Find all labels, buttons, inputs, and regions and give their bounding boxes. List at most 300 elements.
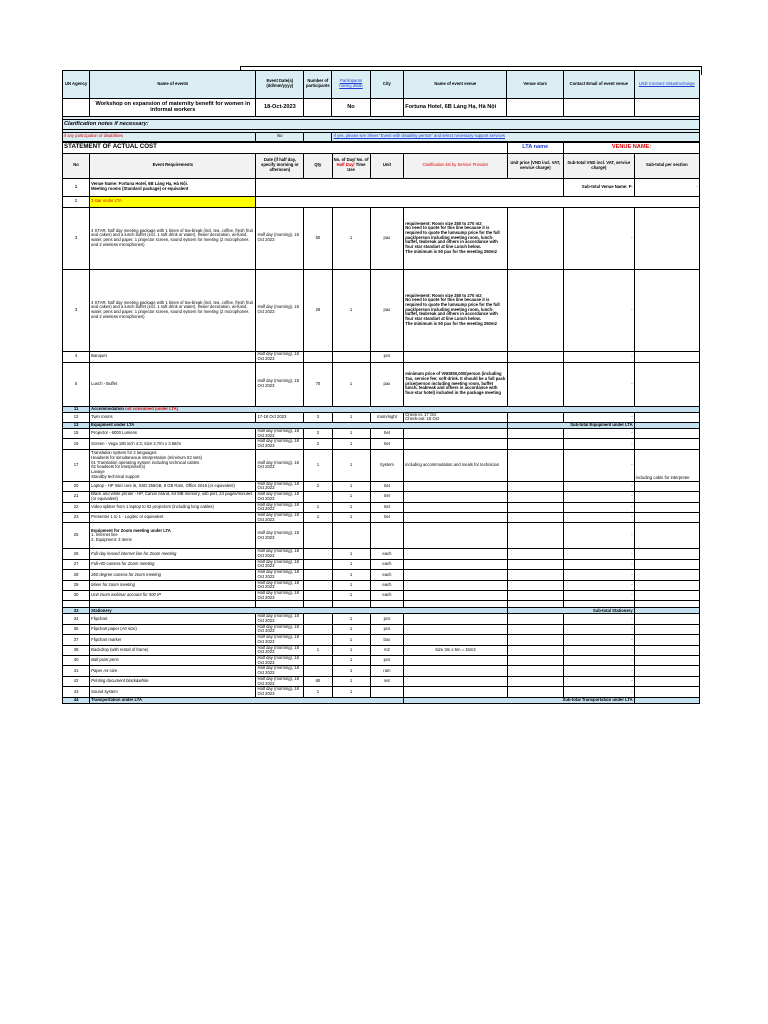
table-cell[interactable]: pcs bbox=[370, 624, 404, 634]
table-cell bbox=[404, 502, 507, 512]
table-cell bbox=[304, 590, 332, 600]
table-cell[interactable]: Set bbox=[370, 439, 404, 449]
table-cell: 3 star under LTA bbox=[90, 196, 256, 207]
table-cell bbox=[634, 624, 699, 634]
table-cell[interactable]: 1 bbox=[304, 502, 332, 512]
col-venue: Name of event venue bbox=[404, 70, 507, 98]
table-cell: - bbox=[564, 590, 635, 600]
table-cell bbox=[507, 412, 564, 422]
table-cell: - bbox=[564, 580, 635, 590]
table-cell[interactable]: Laptop - HP Intel core i5, SSD 256GB, 8 GB Ram, Office 2016 (or equivalent) bbox=[90, 481, 256, 491]
table-cell[interactable]: 1 bbox=[332, 439, 370, 449]
table-cell bbox=[634, 207, 699, 269]
table-cell[interactable]: each bbox=[370, 559, 404, 569]
table-cell bbox=[304, 492, 332, 502]
table-cell bbox=[404, 559, 507, 569]
table-cell[interactable]: 4 STAR: half day meeting package with 1 times of tea-break (incl. tea, coffee, fresh fruit and cakes) and a lunch buffet (incl. 1 soft drink or water), flower decoration, wi-fiand, water, pens and paper, 1 projector screen, sound system for meeting (2 microphones and 2 wireless microphones) bbox=[90, 269, 256, 351]
cell-stars[interactable] bbox=[507, 98, 564, 116]
table-cell[interactable]: 17-18 Oct 2023 bbox=[256, 412, 304, 422]
cell-event-name[interactable]: Workshop on expansion of maternity benefit for women in informal workers bbox=[90, 98, 256, 116]
table-cell[interactable]: requirement: Room size 250 to 270 m2 No need to quote for this line because it is required to quote the lumsump price for the full pack/person including meeting room, lunch-buffet, teabreak and others in accordance with four star standart at line Lunch below. The minimum is 50 pax for the meeting 250m2 bbox=[404, 207, 507, 269]
table-cell[interactable]: Projector - 6000 Lumens bbox=[90, 428, 256, 438]
table-cell: - bbox=[564, 635, 635, 645]
table-cell bbox=[634, 559, 699, 569]
table-row bbox=[63, 570, 700, 580]
table-cell bbox=[404, 439, 507, 449]
table-cell bbox=[507, 481, 564, 491]
table-cell bbox=[332, 523, 370, 549]
table-cell: - bbox=[564, 412, 635, 422]
cell-city[interactable] bbox=[370, 98, 404, 116]
table-cell: - bbox=[564, 439, 635, 449]
table-cell[interactable]: Check-in: 17 Oct Check-out: 18 Oct bbox=[404, 412, 507, 422]
table-cell[interactable]: 1 bbox=[304, 512, 332, 522]
table-row bbox=[63, 207, 700, 269]
table-cell: - bbox=[564, 666, 635, 676]
table-cell[interactable]: Half day (morning), 18 Oct 2023 bbox=[256, 207, 304, 269]
table-cell bbox=[634, 590, 699, 600]
table-cell bbox=[634, 269, 699, 351]
table-cell[interactable]: 1 bbox=[332, 559, 370, 569]
table-cell: 37 bbox=[63, 635, 90, 645]
table-cell[interactable]: Half day (morning), 18 Oct 2023 bbox=[256, 624, 304, 634]
table-cell[interactable]: Mixer for zoom meeting bbox=[90, 580, 256, 590]
col-contact-email: Contact Email of event venue bbox=[563, 70, 634, 98]
table-cell[interactable]: Set bbox=[370, 502, 404, 512]
table-cell[interactable]: room/night bbox=[370, 412, 404, 422]
table-cell[interactable]: Half day (morning), 18 Oct 2023 bbox=[256, 449, 304, 481]
table-cell: 2 bbox=[63, 196, 90, 207]
table-cell bbox=[634, 351, 699, 362]
table-cell bbox=[256, 178, 564, 196]
table-cell bbox=[507, 502, 564, 512]
table-cell[interactable]: Ball point pens bbox=[90, 656, 256, 666]
table-cell[interactable]: 1 bbox=[332, 687, 370, 697]
table-cell[interactable]: 60 bbox=[304, 676, 332, 686]
table-cell bbox=[507, 549, 564, 559]
table-cell: Sub-total Transportation under LTA bbox=[404, 697, 634, 703]
table-cell[interactable]: 1 bbox=[332, 449, 370, 481]
table-cell bbox=[634, 523, 699, 549]
table-cell: - bbox=[564, 449, 635, 481]
table-cell[interactable]: Half day (morning), 18 Oct 2023 bbox=[256, 512, 304, 522]
table-cell[interactable]: 1 bbox=[332, 590, 370, 600]
table-cell bbox=[370, 687, 404, 697]
table-cell[interactable]: Half day (morning), 18 Oct 2023 bbox=[256, 614, 304, 624]
table-cell[interactable]: pax bbox=[370, 362, 404, 406]
th-days: No. of Day/ No. of Half Day/ Time Use bbox=[332, 153, 370, 178]
table-cell[interactable]: Half day (morning), 18 Oct 2023 bbox=[256, 362, 304, 406]
table-cell[interactable]: each bbox=[370, 580, 404, 590]
table-cell bbox=[507, 666, 564, 676]
table-cell bbox=[634, 666, 699, 676]
table-cell[interactable]: Video splitter from 1 laptop to 02 projectors (including long cables) bbox=[90, 502, 256, 512]
table-cell[interactable]: Flipchart bbox=[90, 614, 256, 624]
cell-venue[interactable]: Fortuna Hotel, 6B Láng Hạ, Hà Nội bbox=[404, 98, 507, 116]
table-cell[interactable]: Flipchart paper (A0 size) bbox=[90, 624, 256, 634]
cell-disab[interactable]: No bbox=[332, 98, 370, 116]
table-cell: Accommodation not consumed (under LTA) bbox=[90, 406, 700, 412]
table-cell[interactable]: Banquet bbox=[90, 351, 256, 362]
table-cell[interactable]: Half day (morning), 18 Oct 2023 bbox=[256, 635, 304, 645]
table-cell bbox=[507, 523, 564, 549]
table-cell[interactable]: Half day (morning), 18 Oct 2023 bbox=[256, 428, 304, 438]
table-cell[interactable]: Half day (morning), 18 Oct 2023 bbox=[256, 580, 304, 590]
table-cell[interactable]: requirement: Room size 250 to 270 m2 No need to quote for this line because it is required to quote the lumsump price for the full pack/person including meeting room, lunch-buffet, teabreak and others in accordance with four star standart at line Lunch below. The minimum is 50 pax for the meeting 250m2 bbox=[404, 269, 507, 351]
table-cell: 25 bbox=[63, 523, 90, 549]
table-cell: - bbox=[564, 645, 635, 655]
disab-value[interactable]: No bbox=[256, 132, 304, 141]
table-cell: - bbox=[564, 687, 635, 697]
table-cell[interactable]: Half day (morning), 18 Oct 2023 bbox=[256, 481, 304, 491]
table-cell: - bbox=[564, 351, 635, 362]
table-cell: 13 bbox=[63, 422, 90, 428]
table-cell bbox=[634, 412, 699, 422]
table-cell bbox=[564, 601, 635, 608]
table-cell[interactable]: 26 bbox=[304, 269, 332, 351]
table-cell[interactable]: Set bbox=[370, 512, 404, 522]
table-row bbox=[63, 178, 700, 196]
event-header-table bbox=[62, 66, 700, 142]
table-cell[interactable]: Paper A4 size bbox=[90, 666, 256, 676]
table-cell bbox=[634, 645, 699, 655]
th-unit: Unit bbox=[370, 153, 404, 178]
table-cell bbox=[634, 656, 699, 666]
table-cell: 5 bbox=[63, 362, 90, 406]
th-no: No bbox=[63, 153, 90, 178]
table-cell bbox=[634, 601, 699, 608]
table-cell[interactable]: Half day (morning), 18 Oct 2023 bbox=[256, 645, 304, 655]
table-cell[interactable]: 1 bbox=[304, 645, 332, 655]
table-cell bbox=[507, 559, 564, 569]
table-cell bbox=[370, 523, 404, 549]
table-cell[interactable]: Full-day leased internet line for Zoom meeting bbox=[90, 549, 256, 559]
table-cell bbox=[256, 601, 304, 608]
table-cell bbox=[404, 570, 507, 580]
table-cell bbox=[634, 549, 699, 559]
table-cell bbox=[304, 351, 332, 362]
table-cell: 22 bbox=[63, 502, 90, 512]
table-cell: 27 bbox=[63, 559, 90, 569]
table-row bbox=[63, 449, 700, 481]
table-cell[interactable]: 1 bbox=[332, 362, 370, 406]
table-cell bbox=[404, 676, 507, 686]
table-cell bbox=[634, 697, 699, 703]
table-cell: Sub-total Venue Name: F- bbox=[564, 178, 635, 196]
table-cell: - bbox=[564, 207, 635, 269]
col-participants: Number of participants bbox=[304, 70, 332, 98]
table-cell[interactable]: minimum price of VND850,000/person (including Tax, service fee; soft drink. It should be a full pack price/person including meeting room, buffet lunch, teabreak and others in accordance with four-star hotel) included in the package meeting bbox=[404, 362, 507, 406]
table-cell: Sub-total Equipment under LTA bbox=[507, 422, 634, 428]
table-cell[interactable]: 1 bbox=[332, 580, 370, 590]
table-cell[interactable]: Printing document black&white bbox=[90, 676, 256, 686]
table-cell[interactable]: 1 bbox=[332, 666, 370, 676]
table-cell bbox=[507, 207, 564, 269]
table-cell bbox=[507, 635, 564, 645]
lta-name-label: LTA name bbox=[507, 142, 564, 153]
table-cell: 33 bbox=[63, 608, 90, 614]
table-cell: - bbox=[564, 656, 635, 666]
table-row bbox=[63, 687, 700, 697]
table-cell: 40 bbox=[63, 656, 90, 666]
table-cell[interactable]: 1 bbox=[332, 635, 370, 645]
table-cell[interactable]: Set bbox=[370, 492, 404, 502]
table-cell bbox=[404, 580, 507, 590]
table-cell[interactable]: Full-HD camera for Zoom meeting bbox=[90, 559, 256, 569]
table-cell[interactable]: Half day (morning), 18 Oct 2023 bbox=[256, 656, 304, 666]
table-cell[interactable]: 1 bbox=[332, 549, 370, 559]
table-cell: - bbox=[564, 269, 635, 351]
table-cell[interactable]: Twin rooms bbox=[90, 412, 256, 422]
table-cell: - bbox=[564, 614, 635, 624]
table-cell[interactable]: 1 bbox=[332, 614, 370, 624]
table-cell[interactable]: pcs bbox=[370, 656, 404, 666]
table-cell bbox=[507, 512, 564, 522]
table-cell[interactable]: including accommodation and meals for technician bbox=[404, 449, 507, 481]
table-cell[interactable]: Backdrop (with rental of frame) bbox=[90, 645, 256, 655]
table-cell: 11 bbox=[63, 406, 90, 412]
table-cell bbox=[507, 656, 564, 666]
table-cell: - bbox=[564, 523, 635, 549]
table-cell bbox=[507, 269, 564, 351]
th-date: Date (if half day, specify morning or afternoon) bbox=[256, 153, 304, 178]
table-cell[interactable]: 70 bbox=[304, 362, 332, 406]
table-cell: 1 bbox=[63, 178, 90, 196]
th-unit-price: Unit price (VND incl. VAT, service charge) bbox=[507, 153, 564, 178]
table-cell[interactable]: m2 bbox=[370, 645, 404, 655]
table-cell bbox=[404, 351, 507, 362]
table-cell[interactable]: 1 bbox=[332, 570, 370, 580]
table-cell bbox=[507, 601, 564, 608]
table-cell[interactable]: 1 bbox=[332, 269, 370, 351]
cell-email[interactable] bbox=[563, 98, 634, 116]
table-cell: 38 bbox=[63, 645, 90, 655]
table-row bbox=[63, 428, 700, 438]
table-cell: - bbox=[564, 559, 635, 569]
table-cell[interactable]: set bbox=[370, 676, 404, 686]
table-cell[interactable]: 1 bbox=[332, 656, 370, 666]
table-cell: - bbox=[564, 362, 635, 406]
cell-participants[interactable] bbox=[304, 98, 332, 116]
table-cell[interactable]: Half day (morning), 18 Oct 2023 bbox=[256, 549, 304, 559]
table-cell[interactable]: 1 bbox=[332, 645, 370, 655]
table-cell bbox=[304, 624, 332, 634]
table-cell bbox=[370, 601, 404, 608]
table-cell bbox=[304, 614, 332, 624]
statement-table bbox=[62, 142, 700, 704]
table-cell: 17 bbox=[63, 449, 90, 481]
table-cell[interactable]: 1 bbox=[332, 624, 370, 634]
table-row bbox=[63, 351, 700, 362]
table-cell: - bbox=[564, 549, 635, 559]
cell-agency[interactable] bbox=[63, 98, 90, 116]
table-cell[interactable]: Half day (morning), 18 Oct 2023 bbox=[256, 523, 304, 549]
table-cell[interactable]: Half day (morning), 18 Oct 2023 bbox=[256, 687, 304, 697]
table-cell: 12 bbox=[63, 412, 90, 422]
table-cell: - bbox=[564, 676, 635, 686]
table-cell bbox=[304, 132, 332, 141]
table-row bbox=[63, 666, 700, 676]
table-cell[interactable]: Half day (morning), 18 Oct 2023 bbox=[256, 590, 304, 600]
table-cell[interactable]: 1 bbox=[332, 412, 370, 422]
col-un-agency: UN Agency bbox=[63, 70, 90, 98]
table-cell bbox=[507, 439, 564, 449]
table-cell[interactable]: pcs bbox=[370, 614, 404, 624]
table-cell bbox=[634, 492, 699, 502]
table-cell bbox=[304, 570, 332, 580]
table-cell[interactable]: Translation system for 2 languages: Headsets for simultaneous interpretation (minimum 53 sets) 01 Translation operating system including technical cables 02 headsets for interpreter(s) Lavaye Standby technical support bbox=[90, 449, 256, 481]
table-cell[interactable]: pax bbox=[370, 207, 404, 269]
table-cell[interactable]: Half day (morning), 18 Oct 2023 bbox=[256, 439, 304, 449]
table-cell[interactable]: Half day (morning), 18 Oct 2023 bbox=[256, 351, 304, 362]
table-cell[interactable]: ram bbox=[370, 666, 404, 676]
table-cell: 41 bbox=[63, 666, 90, 676]
table-cell: including cabin for interpreter bbox=[634, 449, 699, 481]
table-cell[interactable]: Sound system bbox=[90, 687, 256, 697]
table-cell: 26 bbox=[63, 549, 90, 559]
table-cell[interactable]: 2 bbox=[304, 428, 332, 438]
table-cell bbox=[332, 601, 370, 608]
table-cell bbox=[63, 601, 90, 608]
th-subtotal-section: Sub-total per section bbox=[634, 153, 699, 178]
table-cell bbox=[634, 502, 699, 512]
table-row bbox=[63, 614, 700, 624]
th-qty: Qty bbox=[304, 153, 332, 178]
col-usd-contract[interactable]: USD Contract ValueExchange bbox=[634, 70, 699, 98]
table-row bbox=[63, 624, 700, 634]
table-cell[interactable]: System bbox=[370, 449, 404, 481]
table-row bbox=[63, 580, 700, 590]
table-cell[interactable]: Lunch - Buffet bbox=[90, 362, 256, 406]
table-cell: 23 bbox=[63, 512, 90, 522]
table-cell bbox=[634, 362, 699, 406]
venue-name-label: VENUE NAME: bbox=[564, 142, 700, 153]
table-cell[interactable]: Half day (morning), 18 Oct 2023 bbox=[256, 676, 304, 686]
th-subtotal: Sub-total VND incl. VAT, service charge) bbox=[564, 153, 635, 178]
table-cell[interactable]: 1 bbox=[332, 512, 370, 522]
table-cell: 20 bbox=[63, 481, 90, 491]
disab-note-link[interactable]: If yes, please see Sheet "Event with disability person" and select necessary support services bbox=[332, 132, 700, 141]
col-disab[interactable]: Participants having disab bbox=[332, 70, 370, 98]
table-cell[interactable]: 1 bbox=[332, 676, 370, 686]
table-cell: Venue Name: Fortuna Hotel, 6B Láng Hạ, Hà Nội. Meeting rooms (Standard package) or equivalent bbox=[90, 178, 256, 196]
table-cell[interactable]: each bbox=[370, 590, 404, 600]
table-cell[interactable]: each bbox=[370, 549, 404, 559]
table-cell bbox=[634, 512, 699, 522]
table-cell[interactable]: 2 bbox=[304, 481, 332, 491]
table-cell[interactable]: Set bbox=[370, 481, 404, 491]
table-cell[interactable]: 1 bbox=[332, 207, 370, 269]
table-cell[interactable]: 1 bbox=[332, 502, 370, 512]
table-cell[interactable]: box bbox=[370, 635, 404, 645]
table-cell[interactable]: Half day (morning), 18 Oct 2023 bbox=[256, 269, 304, 351]
table-cell bbox=[304, 656, 332, 666]
table-cell bbox=[507, 351, 564, 362]
table-cell[interactable]: Presenter 1 to 1 - Logitec or equivalent bbox=[90, 512, 256, 522]
table-cell[interactable]: Half day (morning), 18 Oct 2023 bbox=[256, 666, 304, 676]
table-cell[interactable]: 1 bbox=[332, 428, 370, 438]
table-cell bbox=[404, 687, 507, 697]
table-cell bbox=[404, 624, 507, 634]
table-cell bbox=[304, 559, 332, 569]
table-cell[interactable]: Set bbox=[370, 428, 404, 438]
table-cell[interactable]: 1 bbox=[304, 687, 332, 697]
table-cell[interactable]: 2 bbox=[304, 439, 332, 449]
table-cell bbox=[507, 449, 564, 481]
table-cell[interactable]: 360 degree camera for zoom meeting bbox=[90, 570, 256, 580]
th-requirements: Event Requirements bbox=[90, 153, 256, 178]
table-cell: 3 bbox=[63, 207, 90, 269]
table-cell bbox=[507, 492, 564, 502]
table-row bbox=[63, 590, 700, 600]
table-cell: 15 bbox=[63, 428, 90, 438]
table-row bbox=[63, 362, 700, 406]
table-cell[interactable]: Unit zoom webinar account for 500 IP bbox=[90, 590, 256, 600]
table-cell: 44 bbox=[63, 697, 90, 703]
table-cell[interactable]: Flipchart marker bbox=[90, 635, 256, 645]
table-cell: - bbox=[564, 570, 635, 580]
table-cell: 3 bbox=[63, 269, 90, 351]
table-cell[interactable]: Equipment for Zoom meeting under LTA 1. Internet line 2. Equipment: 3 items bbox=[90, 523, 256, 549]
table-cell[interactable]: 1 bbox=[332, 492, 370, 502]
table-cell[interactable]: 3 bbox=[304, 412, 332, 422]
table-cell[interactable]: pax bbox=[370, 269, 404, 351]
table-cell bbox=[304, 601, 332, 608]
table-cell[interactable]: Half day (morning), 18 Oct 2023 bbox=[256, 559, 304, 569]
table-cell: 34 bbox=[63, 614, 90, 624]
table-cell bbox=[507, 362, 564, 406]
table-row bbox=[63, 512, 700, 522]
table-cell bbox=[304, 635, 332, 645]
table-cell[interactable]: pcs bbox=[370, 351, 404, 362]
table-cell[interactable]: Black and white printer - HP, Canon brand, 64 MB memory, usb port, 24 pages/minutes (or equivalent) bbox=[90, 492, 256, 502]
table-cell[interactable]: 4 STAR: half day meeting package with 1 times of tea-break (incl. tea, coffee, fresh fruit and cakes) and a lunch buffet (incl. 1 soft drink or water), flower decoration, wi-fiand, water, pens and paper, 1 projector screen, sound system for meeting (2 microphones and 2 wireless microphones) bbox=[90, 207, 256, 269]
table-cell[interactable]: 1 bbox=[332, 481, 370, 491]
table-row bbox=[63, 492, 700, 502]
table-row bbox=[63, 196, 700, 207]
table-cell bbox=[634, 580, 699, 590]
table-cell[interactable]: Half day (morning), 18 Oct 2023 bbox=[256, 492, 304, 502]
cell-usd[interactable] bbox=[634, 98, 699, 116]
table-cell: - bbox=[564, 428, 635, 438]
table-cell bbox=[507, 645, 564, 655]
table-row bbox=[63, 269, 700, 351]
table-cell bbox=[304, 666, 332, 676]
cell-event-date[interactable]: 18-Oct-2023 bbox=[256, 98, 304, 116]
clarification-notes: Clarification notes if necessary: bbox=[63, 119, 700, 129]
table-cell bbox=[256, 196, 700, 207]
table-row bbox=[63, 676, 700, 686]
table-cell[interactable]: Half day (morning), 18 Oct 2023 bbox=[256, 570, 304, 580]
table-cell: Stationery bbox=[90, 608, 507, 614]
table-cell bbox=[404, 492, 507, 502]
col-city: City bbox=[370, 70, 404, 98]
table-row bbox=[63, 412, 700, 422]
table-cell[interactable]: Screen - Vega 180 inch 4:3; Size 2.7/m x 3.66/m bbox=[90, 439, 256, 449]
table-cell: 21 bbox=[63, 492, 90, 502]
table-cell: - bbox=[634, 178, 699, 196]
table-cell bbox=[404, 590, 507, 600]
table-cell[interactable]: Half day (morning), 18 Oct 2023 bbox=[256, 502, 304, 512]
table-cell bbox=[404, 666, 507, 676]
table-cell bbox=[304, 580, 332, 590]
table-cell[interactable]: 1 bbox=[304, 449, 332, 481]
table-cell[interactable]: 50 bbox=[304, 207, 332, 269]
table-cell[interactable]: each bbox=[370, 570, 404, 580]
table-cell bbox=[404, 635, 507, 645]
table-cell[interactable]: Size 3m x 5m = 15m2 bbox=[404, 645, 507, 655]
table-cell: 4 bbox=[63, 351, 90, 362]
